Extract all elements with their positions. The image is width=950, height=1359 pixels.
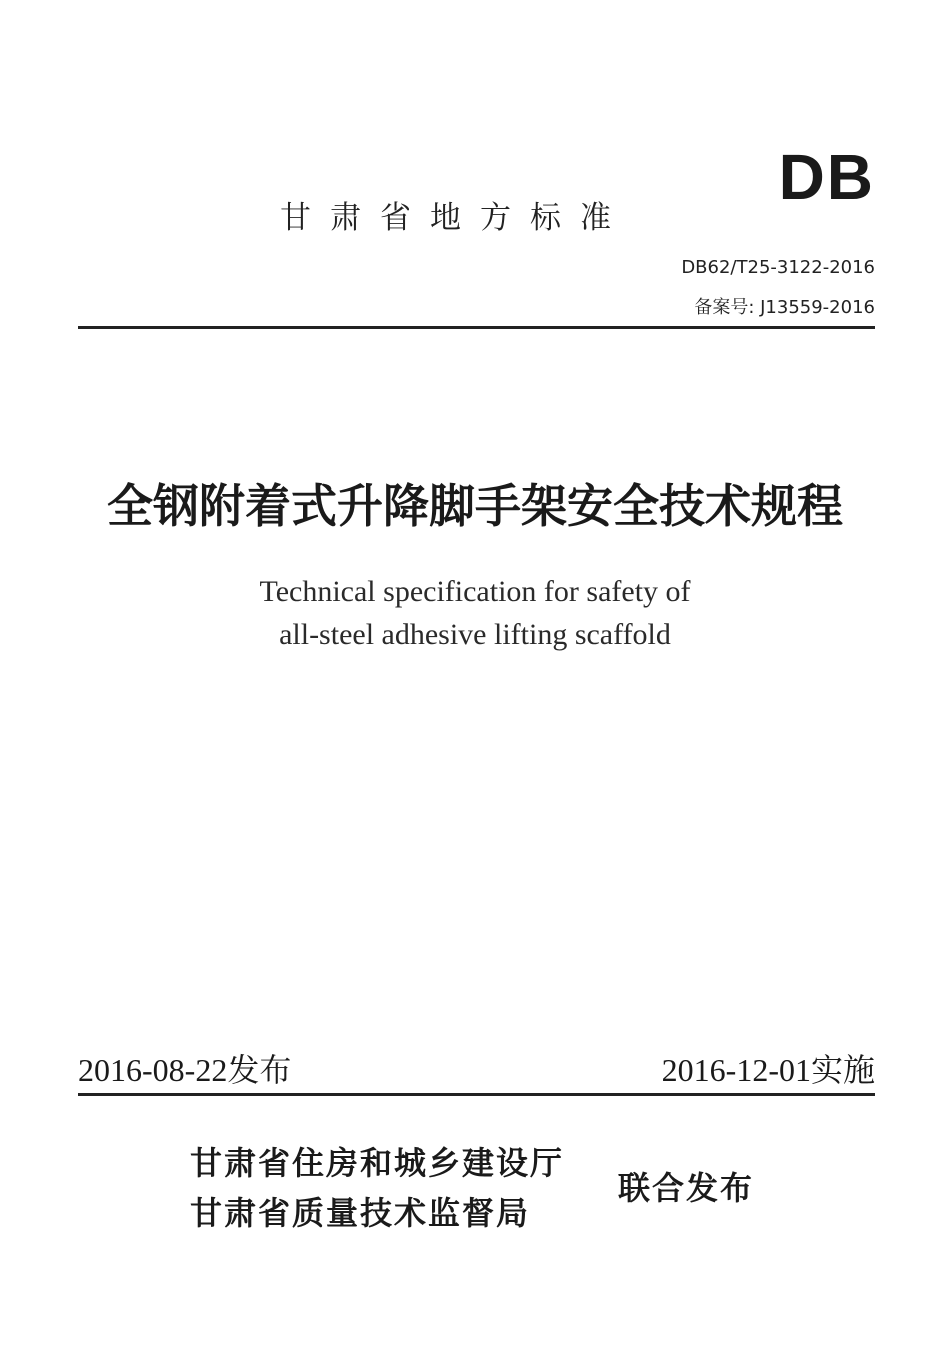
implement-date: 2016-12-01实施 — [661, 1052, 875, 1088]
title-chinese: 全钢附着式升降脚手架安全技术规程 — [107, 479, 843, 533]
title-english-line1: Technical specification for safety of — [259, 575, 691, 608]
publish-date: 2016-08-22发布 — [78, 1052, 292, 1088]
standard-number: DB62/T25-3122-2016 — [681, 257, 875, 278]
joint-publish-label: 联合发布 — [618, 1169, 755, 1207]
record-number: 备案号: J13559-2016 — [694, 297, 875, 318]
title-english-line2: all-steel adhesive lifting scaffold — [279, 618, 671, 651]
standard-type: 甘肃省地方标准 — [280, 200, 630, 236]
issuer-1: 甘肃省住房和城乡建设厅 — [190, 1144, 565, 1182]
issuer-2: 甘肃省质量技术监督局 — [190, 1194, 531, 1232]
bottom-divider — [78, 1093, 875, 1096]
top-divider — [78, 326, 875, 329]
category-mark: DB — [778, 141, 875, 213]
